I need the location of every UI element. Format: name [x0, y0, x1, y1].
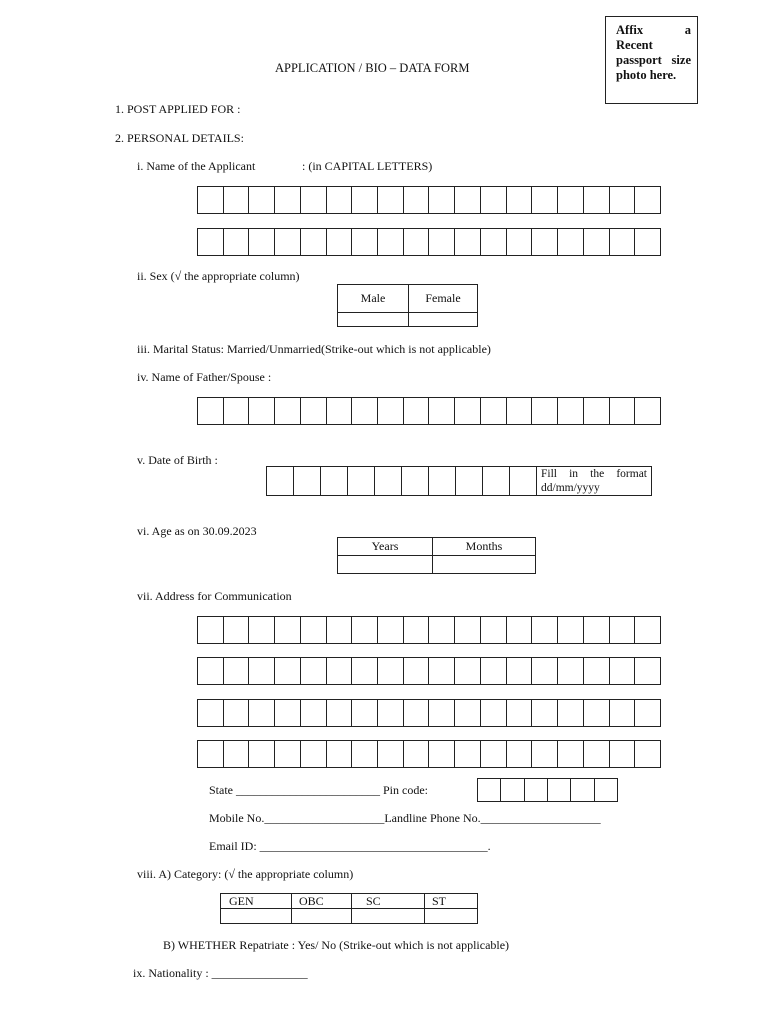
character-box[interactable]: [301, 229, 327, 255]
character-box[interactable]: [429, 398, 455, 424]
character-box[interactable]: [635, 398, 661, 424]
character-box[interactable]: [378, 398, 404, 424]
character-box[interactable]: [198, 187, 224, 213]
character-box[interactable]: [532, 229, 558, 255]
character-box[interactable]: [584, 617, 610, 643]
character-box[interactable]: [352, 187, 378, 213]
sex-male-header: Male: [338, 285, 409, 313]
address-boxes-row-2[interactable]: [197, 657, 661, 685]
character-box[interactable]: [198, 617, 224, 643]
character-box[interactable]: [635, 658, 661, 684]
character-box[interactable]: [249, 700, 275, 726]
character-box[interactable]: [198, 700, 224, 726]
repatriate-label: B) WHETHER Repatriate : Yes/ No (Strike-out which is not applicable): [163, 938, 510, 952]
name-boxes-row-1[interactable]: [197, 186, 661, 214]
category-sc-cell[interactable]: [352, 909, 425, 924]
dob-digit-box[interactable]: [483, 467, 510, 496]
dob-digit-box[interactable]: [510, 467, 537, 496]
character-box[interactable]: [532, 398, 558, 424]
sex-male-cell[interactable]: [338, 313, 409, 327]
character-box[interactable]: [635, 741, 661, 767]
photo-instruction: Affix a Recent passport size photo here.: [616, 23, 691, 82]
character-box[interactable]: [301, 658, 327, 684]
character-box[interactable]: [198, 398, 224, 424]
post-applied-label: 1. POST APPLIED FOR :: [115, 102, 241, 116]
father-spouse-label: iv. Name of Father/Spouse :: [137, 370, 272, 384]
category-sc-header: SC: [352, 894, 425, 909]
character-box[interactable]: [429, 658, 455, 684]
name-hint: : (in CAPITAL LETTERS): [302, 159, 433, 173]
character-box[interactable]: [352, 658, 378, 684]
character-box[interactable]: [275, 658, 301, 684]
email-label: Email ID: ______________________________________.: [209, 839, 491, 853]
character-box[interactable]: [327, 617, 353, 643]
character-box[interactable]: [275, 741, 301, 767]
mobile-landline-label: Mobile No.____________________Landline Phone No.____________________: [209, 811, 601, 825]
sex-table: [337, 284, 478, 327]
age-years-header: Years: [338, 538, 433, 556]
character-box[interactable]: [558, 658, 584, 684]
character-box[interactable]: [327, 187, 353, 213]
character-box[interactable]: [352, 617, 378, 643]
character-box[interactable]: [198, 229, 224, 255]
character-box[interactable]: [584, 398, 610, 424]
character-box[interactable]: [610, 700, 636, 726]
dob-digit-box[interactable]: [402, 467, 429, 496]
character-box[interactable]: [595, 779, 618, 801]
character-box[interactable]: [455, 229, 481, 255]
category-st-cell[interactable]: [425, 909, 478, 924]
character-box[interactable]: [532, 700, 558, 726]
character-box[interactable]: [378, 229, 404, 255]
character-box[interactable]: [507, 700, 533, 726]
age-table: [337, 537, 536, 574]
character-box[interactable]: [301, 700, 327, 726]
character-box[interactable]: [584, 229, 610, 255]
character-box[interactable]: [352, 741, 378, 767]
character-box[interactable]: [404, 187, 430, 213]
character-box[interactable]: [610, 398, 636, 424]
character-box[interactable]: [507, 741, 533, 767]
sex-label: ii. Sex (√ the appropriate column): [137, 269, 300, 283]
dob-digit-box[interactable]: [267, 467, 294, 496]
form-title: APPLICATION / BIO – DATA FORM: [275, 61, 470, 75]
character-box[interactable]: [404, 741, 430, 767]
character-box[interactable]: [635, 187, 661, 213]
character-box[interactable]: [327, 658, 353, 684]
character-box[interactable]: [558, 741, 584, 767]
character-box[interactable]: [249, 741, 275, 767]
character-box[interactable]: [635, 617, 661, 643]
address-boxes-row-4[interactable]: [197, 740, 661, 768]
character-box[interactable]: [481, 741, 507, 767]
character-box[interactable]: [327, 741, 353, 767]
character-box[interactable]: [610, 229, 636, 255]
category-obc-cell[interactable]: [292, 909, 352, 924]
character-box[interactable]: [584, 700, 610, 726]
character-box[interactable]: [610, 187, 636, 213]
character-box[interactable]: [429, 741, 455, 767]
character-box[interactable]: [532, 658, 558, 684]
character-box[interactable]: [378, 700, 404, 726]
character-box[interactable]: [404, 700, 430, 726]
character-box[interactable]: [429, 617, 455, 643]
name-label: i. Name of the Applicant: [137, 159, 256, 173]
character-box[interactable]: [378, 741, 404, 767]
character-box[interactable]: [198, 658, 224, 684]
name-boxes-row-2[interactable]: [197, 228, 661, 256]
character-box[interactable]: [275, 700, 301, 726]
character-box[interactable]: [327, 229, 353, 255]
sex-female-header: Female: [409, 285, 478, 313]
address-boxes-row-1[interactable]: [197, 616, 661, 644]
character-box[interactable]: [224, 658, 250, 684]
character-box[interactable]: [224, 187, 250, 213]
character-box[interactable]: [455, 700, 481, 726]
character-box[interactable]: [352, 700, 378, 726]
character-box[interactable]: [249, 398, 275, 424]
sex-female-cell[interactable]: [409, 313, 478, 327]
pincode-boxes[interactable]: [477, 778, 618, 802]
character-box[interactable]: [455, 187, 481, 213]
dob-digit-box[interactable]: [375, 467, 402, 496]
character-box[interactable]: [481, 229, 507, 255]
character-box[interactable]: [224, 398, 250, 424]
character-box[interactable]: [275, 187, 301, 213]
character-box[interactable]: [532, 741, 558, 767]
character-box[interactable]: [301, 741, 327, 767]
address-label: vii. Address for Communication: [137, 589, 292, 603]
character-box[interactable]: [584, 658, 610, 684]
character-box[interactable]: [455, 658, 481, 684]
character-box[interactable]: [249, 229, 275, 255]
age-years-cell[interactable]: [338, 556, 433, 574]
category-st-header: ST: [425, 894, 478, 909]
character-box[interactable]: [507, 658, 533, 684]
marital-status-label: iii. Marital Status: Married/Unmarried(Strike-out which is not applicable): [137, 342, 491, 356]
character-box[interactable]: [481, 658, 507, 684]
age-label: vi. Age as on 30.09.2023: [137, 524, 257, 538]
character-box[interactable]: [507, 398, 533, 424]
character-box[interactable]: [224, 700, 250, 726]
dob-table: [266, 466, 652, 496]
character-box[interactable]: [404, 617, 430, 643]
category-label: viii. A) Category: (√ the appropriate column): [137, 867, 354, 881]
category-gen-header: GEN: [221, 894, 292, 909]
character-box[interactable]: [404, 398, 430, 424]
character-box[interactable]: [429, 187, 455, 213]
character-box[interactable]: [507, 229, 533, 255]
character-box[interactable]: [584, 741, 610, 767]
character-box[interactable]: [478, 779, 501, 801]
character-box[interactable]: [198, 741, 224, 767]
character-box[interactable]: [455, 617, 481, 643]
character-box[interactable]: [378, 187, 404, 213]
character-box[interactable]: [635, 229, 661, 255]
character-box[interactable]: [301, 398, 327, 424]
character-box[interactable]: [224, 617, 250, 643]
character-box[interactable]: [352, 229, 378, 255]
character-box[interactable]: [558, 187, 584, 213]
character-box[interactable]: [455, 741, 481, 767]
character-box[interactable]: [301, 617, 327, 643]
character-box[interactable]: [635, 700, 661, 726]
character-box[interactable]: [558, 700, 584, 726]
category-gen-cell[interactable]: [221, 909, 292, 924]
character-box[interactable]: [481, 187, 507, 213]
character-box[interactable]: [429, 229, 455, 255]
character-box[interactable]: [481, 617, 507, 643]
dob-digit-box[interactable]: [321, 467, 348, 496]
character-box[interactable]: [301, 187, 327, 213]
character-box[interactable]: [327, 398, 353, 424]
character-box[interactable]: [224, 741, 250, 767]
age-months-header: Months: [433, 538, 536, 556]
character-box[interactable]: [501, 779, 524, 801]
character-box[interactable]: [378, 617, 404, 643]
character-box[interactable]: [558, 398, 584, 424]
address-boxes-row-3[interactable]: [197, 699, 661, 727]
character-box[interactable]: [327, 700, 353, 726]
character-box[interactable]: [558, 229, 584, 255]
character-box[interactable]: [525, 779, 548, 801]
character-box[interactable]: [481, 700, 507, 726]
character-box[interactable]: [404, 229, 430, 255]
character-box[interactable]: [481, 398, 507, 424]
dob-format-hint: Fill in the format dd/mm/yyyy: [537, 467, 652, 496]
character-box[interactable]: [455, 398, 481, 424]
character-box[interactable]: [571, 779, 594, 801]
character-box[interactable]: [249, 658, 275, 684]
state-pincode-label: State ________________________ Pin code:: [209, 783, 428, 797]
dob-digit-box[interactable]: [348, 467, 375, 496]
character-box[interactable]: [548, 779, 571, 801]
character-box[interactable]: [532, 187, 558, 213]
category-table: [220, 893, 478, 924]
dob-digit-box[interactable]: [429, 467, 456, 496]
personal-details-heading: 2. PERSONAL DETAILS:: [115, 131, 244, 145]
character-box[interactable]: [610, 658, 636, 684]
character-box[interactable]: [404, 658, 430, 684]
character-box[interactable]: [275, 229, 301, 255]
nationality-label: ix. Nationality : ________________: [133, 966, 308, 980]
character-box[interactable]: [275, 398, 301, 424]
character-box[interactable]: [507, 617, 533, 643]
character-box[interactable]: [507, 187, 533, 213]
age-months-cell[interactable]: [433, 556, 536, 574]
character-box[interactable]: [610, 617, 636, 643]
character-box[interactable]: [352, 398, 378, 424]
dob-digit-box[interactable]: [294, 467, 321, 496]
category-obc-header: OBC: [292, 894, 352, 909]
character-box[interactable]: [558, 617, 584, 643]
dob-label: v. Date of Birth :: [137, 453, 218, 467]
character-box[interactable]: [584, 187, 610, 213]
character-box[interactable]: [249, 617, 275, 643]
character-box[interactable]: [224, 229, 250, 255]
character-box[interactable]: [275, 617, 301, 643]
character-box[interactable]: [378, 658, 404, 684]
dob-digit-box[interactable]: [456, 467, 483, 496]
father-spouse-boxes[interactable]: [197, 397, 661, 425]
character-box[interactable]: [429, 700, 455, 726]
character-box[interactable]: [532, 617, 558, 643]
photo-placeholder-box: [605, 16, 698, 104]
character-box[interactable]: [249, 187, 275, 213]
character-box[interactable]: [610, 741, 636, 767]
